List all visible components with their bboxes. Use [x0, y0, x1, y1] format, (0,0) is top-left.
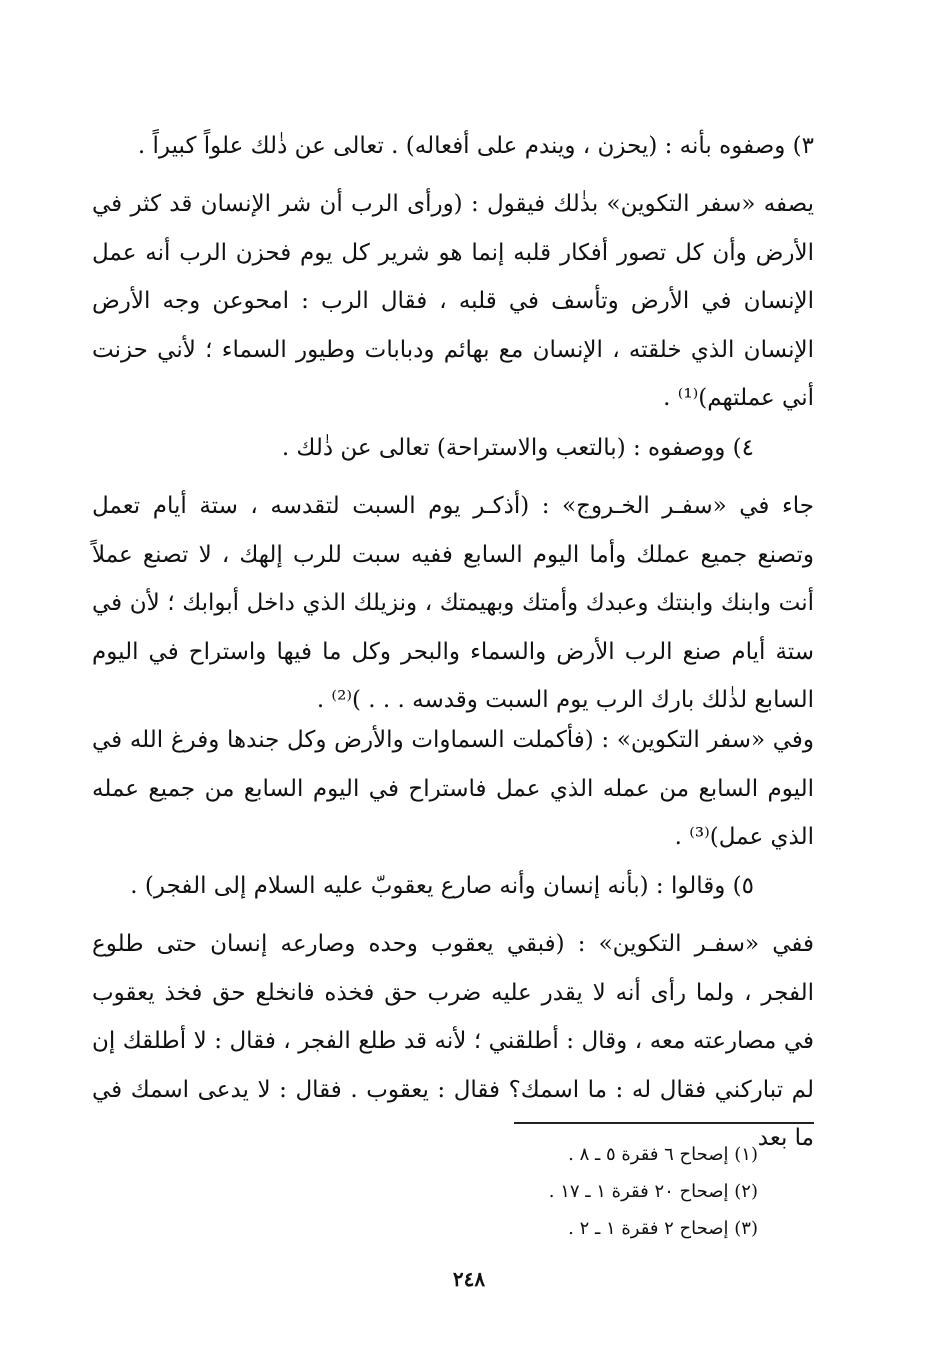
item-5-heading: ٥) وقالوا : (بأنه إنسان وأنه صارع يعقوبّ عليه السلام إلى الفجر) . — [130, 873, 754, 899]
footnote-divider — [514, 1122, 814, 1124]
item-4-paragraph-exodus: جاء في «سفـر الخـروج» : (أذكـر يوم السبت لتقدسه ، ستة أيام تعمل وتصنع جميع عملك وأما اليوم السابع ففيه سبت للرب إلهك ، لا تصنع عملاً أنت وابنك وابنتك وعبدك وأمتك وبهيمتك ، ونزيلك الذي داخل أبوابك ؛ لأن في ستة أيام صنع الرب الأرض والسماء والبحر وكل ما فيها واستراح في اليوم السابع لذٰلك بارك الرب يوم السبت وقدسه . . . )⁽²⁾ . — [92, 493, 814, 713]
item-5-paragraph: ففي «سفـر التكوين» : (فبقي يعقوب وحده وصارعه إنسان حتى طلوع الفجر ، ولما رأى أنه لا يقدر عليه ضرب حق فخذه فانخلع حق فخذ يعقوب في مصارعته معه ، وقال : أطلقني ؛ لأنه قد طلع الفجر ، فقال : لا أطلقك إن لم تباركني فقال له : ما اسمك؟ فقال : يعقوب . فقال : لا يدعى اسمك في ما بعد — [92, 931, 814, 1151]
item-3-paragraph: يصفه «سفر التكوين» بذٰلك فيقول : (ورأى الرب أن شر الإنسان قد كثر في الأرض وأن كل تصور أفكار قلبه إنما هو شرير كل يوم فحزن الرب أنه عمل الإنسان في الأرض وتأسف في قلبه ، فقال الرب : امحوعن وجه الأرض الإنسان الذي خلقته ، الإنسان مع بهائم ودبابات وطيور السماء ؛ لأني حزنت أني عملتهم)⁽¹⁾ . — [92, 191, 814, 411]
item-4-heading: ٤) ووصفوه : (بالتعب والاستراحة) تعالى عن ذٰلك . — [281, 435, 754, 461]
footnote-1: (١) إصحاح ٦ فقرة ٥ ـ ٨ . — [568, 1144, 758, 1165]
footnote-2: (٢) إصحاح ٢٠ فقرة ١ ـ ١٧ . — [548, 1181, 758, 1202]
footnote-3: (٣) إصحاح ٢ فقرة ١ ـ ٢ . — [568, 1218, 758, 1239]
item-3-heading: ٣) وصفوه بأنه : (يحزن ، ويندم على أفعاله) . تعالى عن ذٰلك علواً كبيراً . — [137, 133, 814, 159]
page-number: ٢٤٨ — [452, 1267, 486, 1291]
item-4-paragraph-genesis: وفي «سفر التكوين» : (فأكملت السماوات والأرض وكل جندها وفرغ الله في اليوم السابع من عمله الذي عمل فاستراح في اليوم السابع من جميع عمله الذي عمل)⁽³⁾ . — [92, 727, 814, 850]
